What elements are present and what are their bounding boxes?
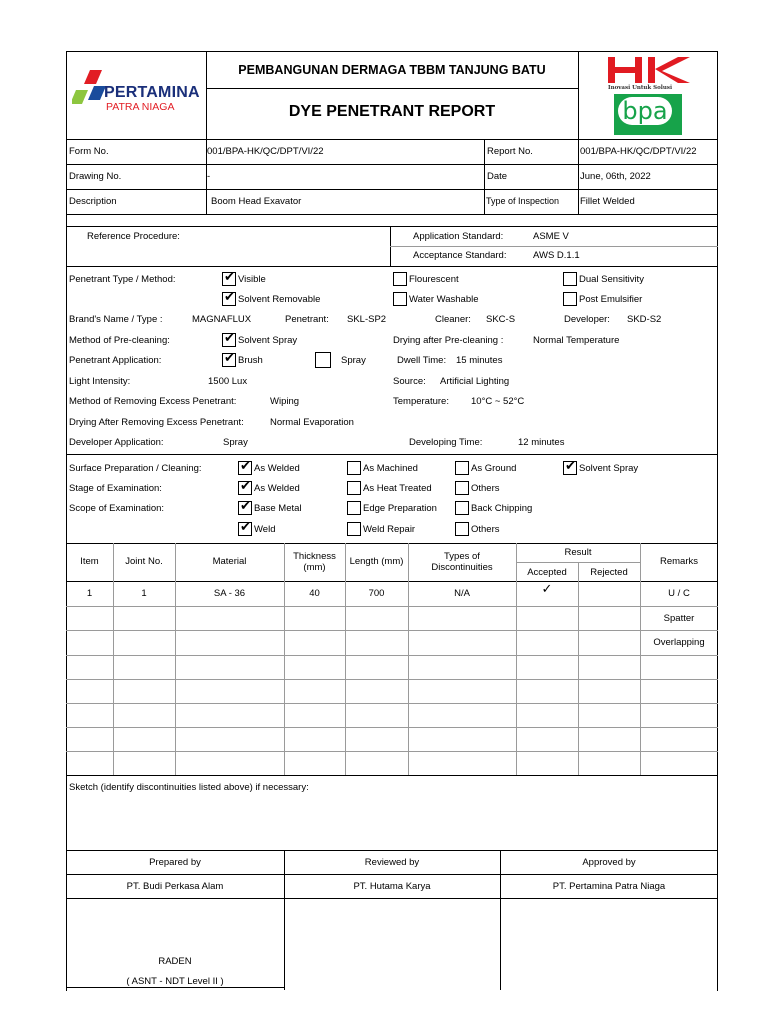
stage-others-checkbox[interactable] — [455, 481, 469, 495]
table-row-1-joint: 1 — [141, 588, 147, 599]
sketch-bottom-line — [66, 850, 718, 851]
cleaner-value: SKC-S — [486, 314, 516, 325]
type-inspection-label: Type of Inspection — [486, 196, 560, 206]
reference-procedure-label: Reference Procedure: — [87, 231, 180, 242]
table-row-2-remarks: Spatter — [663, 613, 695, 624]
prepared-level: ( ASNT - NDT Level II ) — [126, 976, 224, 987]
prepared-name: RADEN — [158, 956, 192, 967]
table-row-1-remarks: U / C — [668, 588, 690, 599]
dual-sensitivity-label: Dual Sensitivity — [579, 274, 644, 285]
spray-checkbox[interactable] — [315, 352, 331, 368]
description-label: Description — [69, 196, 117, 207]
weld-repair-checkbox[interactable] — [347, 522, 361, 536]
source-value: Artificial Lighting — [440, 376, 510, 387]
post-emulsifier-label: Post Emulsifier — [579, 294, 643, 305]
developing-time-value: 12 minutes — [518, 437, 565, 448]
table-bottom-line — [66, 775, 718, 776]
sig-col-1 — [284, 850, 285, 990]
report-title: DYE PENETRANT REPORT — [288, 103, 496, 120]
row-line-5 — [66, 703, 718, 704]
pertamina-logo — [72, 68, 204, 114]
table-col-rejected — [578, 562, 579, 775]
drawing-no-label: Drawing No. — [69, 171, 122, 182]
flourescent-label: Flourescent — [409, 274, 459, 285]
solvent-spray-precleaning-label: Solvent Spray — [238, 335, 298, 346]
table-row-1-item: 1 — [86, 588, 93, 599]
method-bottom-line — [66, 454, 718, 455]
drying-pre-label: Drying after Pre-cleaning : — [393, 335, 504, 346]
header-remarks: Remarks — [659, 556, 698, 567]
hk-tagline: Inovasi Untuk Solusi — [608, 85, 673, 91]
date-value: June, 06th, 2022 — [580, 171, 651, 182]
standards-mid-line — [390, 246, 718, 247]
source-label: Source: — [393, 376, 426, 387]
edge-preparation-label: Edge Preparation — [363, 503, 437, 514]
approved-by-label: Approved by — [582, 857, 636, 868]
table-col-types — [408, 543, 409, 775]
header-result: Result — [564, 547, 592, 558]
standards-top-line — [66, 226, 718, 227]
info-line-2 — [66, 189, 718, 190]
as-machined-checkbox[interactable] — [347, 461, 361, 475]
temperature-value: 10°C ~ 52°C — [471, 396, 525, 407]
header-divider-right — [578, 51, 579, 139]
developing-time-label: Developing Time: — [409, 437, 483, 448]
prepared-by-label: Prepared by — [149, 857, 201, 868]
dual-sensitivity-checkbox[interactable] — [563, 272, 577, 286]
info-line-3 — [66, 214, 718, 215]
scope-others-label: Others — [471, 524, 500, 535]
table-top-line — [66, 543, 718, 544]
table-row-1-material: SA - 36 — [213, 588, 246, 599]
application-standard-value: ASME V — [533, 231, 569, 242]
row-line-6 — [66, 727, 718, 728]
as-heat-treated-label: As Heat Treated — [363, 483, 432, 494]
row-line-1 — [66, 606, 718, 607]
post-emulsifier-checkbox[interactable] — [563, 292, 577, 306]
temperature-label: Temperature: — [393, 396, 449, 407]
table-row-1-length: 700 — [368, 588, 385, 599]
surface-solvent-spray-checkbox[interactable]: ✔ — [565, 459, 576, 474]
table-col-remarks — [640, 543, 641, 775]
solvent-removable-label: Solvent Removable — [238, 294, 321, 305]
penetrant-label: Penetrant: — [285, 314, 329, 325]
stage-others-label: Others — [471, 483, 500, 494]
weld-repair-label: Weld Repair — [363, 524, 416, 535]
header-material: Material — [212, 556, 247, 567]
stage-as-welded-label: As Welded — [254, 483, 300, 494]
as-ground-label: As Ground — [471, 463, 517, 474]
developer-application-value: Spray — [223, 437, 248, 448]
header-mid-line — [206, 88, 578, 89]
sig-line-2 — [66, 898, 718, 899]
form-no-value: 001/BPA-HK/QC/DPT/VI/22 — [207, 146, 324, 157]
scope-others-checkbox[interactable] — [455, 522, 469, 536]
header-length: Length (mm) — [349, 556, 404, 567]
bpa-logo-text: bpa — [618, 97, 672, 125]
acceptance-standard-label: Acceptance Standard: — [413, 250, 507, 261]
type-inspection-value: Fillet Welded — [580, 196, 635, 207]
penetrant-type-label: Penetrant Type / Method: — [69, 274, 176, 285]
brand-label: Brand's Name / Type : — [69, 314, 163, 325]
header-bottom-line — [66, 139, 718, 140]
flourescent-checkbox[interactable] — [393, 272, 407, 286]
prepared-company: PT. Budi Perkasa Alam — [126, 881, 224, 892]
scope-label: Scope of Examination: — [69, 503, 165, 514]
surface-as-welded-label: As Welded — [254, 463, 300, 474]
cleaner-label: Cleaner: — [435, 314, 471, 325]
surface-as-welded-checkbox[interactable]: ✔ — [240, 459, 251, 474]
pertamina-logo-text: PERTAMINA — [104, 84, 200, 101]
developer-label: Developer: — [564, 314, 610, 325]
sig-line-1 — [66, 874, 718, 875]
weld-checkbox[interactable]: ✔ — [240, 520, 251, 535]
table-col-length — [345, 543, 346, 775]
base-metal-checkbox[interactable]: ✔ — [240, 499, 251, 514]
header-types-l2: Discontinuities — [431, 562, 493, 573]
approved-company: PT. Pertamina Patra Niaga — [552, 881, 666, 892]
row-line-4 — [66, 679, 718, 680]
reviewed-by-label: Reviewed by — [364, 857, 420, 868]
back-chipping-label: Back Chipping — [471, 503, 533, 514]
water-washable-label: Water Washable — [409, 294, 479, 305]
stage-as-welded-checkbox[interactable]: ✔ — [240, 479, 251, 494]
solvent-removable-checkbox[interactable]: ✔ — [224, 290, 235, 305]
light-value: 1500 Lux — [208, 376, 248, 387]
patra-niaga-logo-text: PATRA NIAGA — [106, 101, 175, 113]
dwell-value: 15 minutes — [456, 355, 503, 366]
info-col-3 — [578, 139, 579, 214]
header-item: Item — [80, 556, 99, 567]
project-title: PEMBANGUNAN DERMAGA TBBM TANJUNG BATU — [238, 63, 546, 77]
header-rejected: Rejected — [590, 567, 628, 578]
table-col-material — [175, 543, 176, 775]
row-line-2 — [66, 630, 718, 631]
developer-value: SKD-S2 — [627, 314, 662, 325]
header-thickness-l2: (mm) — [303, 562, 326, 573]
table-col-thickness — [284, 543, 285, 775]
hk-bpa-logo — [604, 55, 694, 137]
penetrant-application-label: Penetrant Application: — [69, 355, 162, 366]
as-ground-checkbox[interactable] — [455, 461, 469, 475]
table-row-1-types: N/A — [454, 588, 470, 599]
precleaning-label: Method of Pre-cleaning: — [69, 335, 170, 346]
standards-bottom-line — [66, 266, 718, 267]
reviewed-company: PT. Hutama Karya — [353, 881, 431, 892]
solvent-spray-precleaning-checkbox[interactable]: ✔ — [224, 331, 235, 346]
header-thickness-l1: Thickness — [293, 551, 336, 562]
surface-label: Surface Preparation / Cleaning: — [69, 463, 202, 474]
drying-pre-value: Normal Temperature — [533, 335, 620, 346]
table-row-3-remarks: Overlapping — [653, 637, 705, 648]
info-col-2 — [484, 139, 485, 214]
brush-checkbox[interactable]: ✔ — [224, 351, 235, 366]
water-washable-checkbox[interactable] — [393, 292, 407, 306]
removing-label: Method of Removing Excess Penetrant: — [69, 396, 237, 407]
form-no-label: Form No. — [69, 146, 109, 157]
acceptance-standard-value: AWS D.1.1 — [533, 250, 580, 261]
application-standard-label: Application Standard: — [413, 231, 504, 242]
drawing-no-value: - — [207, 171, 211, 182]
header-joint: Joint No. — [125, 556, 163, 567]
table-header-bottom — [66, 581, 718, 582]
sig-col-2 — [500, 850, 501, 990]
hk-logo-icon — [606, 55, 692, 85]
description-value: Boom Head Exavator — [211, 196, 302, 207]
date-label: Date — [487, 171, 508, 182]
table-row-1-thickness: 40 — [309, 588, 320, 599]
drying-removing-label: Drying After Removing Excess Penetrant: — [69, 417, 244, 428]
as-machined-label: As Machined — [363, 463, 418, 474]
report-no-label: Report No. — [487, 146, 533, 157]
row-line-7 — [66, 751, 718, 752]
table-row-1-accepted-check: ✓ — [541, 582, 553, 597]
info-line-1 — [66, 164, 718, 165]
weld-label: Weld — [254, 524, 276, 535]
as-heat-treated-checkbox[interactable] — [347, 481, 361, 495]
sketch-label: Sketch (identify discontinuities listed above) if necessary: — [69, 782, 309, 793]
bpa-logo-box — [614, 94, 682, 135]
light-label: Light Intensity: — [69, 376, 131, 387]
removing-value: Wiping — [270, 396, 300, 407]
edge-preparation-checkbox[interactable] — [347, 501, 361, 515]
brush-label: Brush — [238, 355, 263, 366]
header-accepted: Accepted — [527, 567, 567, 578]
dwell-label: Dwell Time: — [397, 355, 447, 366]
table-col-joint — [113, 543, 114, 775]
spray-label: Spray — [341, 355, 366, 366]
header-types-l1: Types of — [444, 551, 480, 562]
row-line-3 — [66, 655, 718, 656]
report-no-value: 001/BPA-HK/QC/DPT/VI/22 — [580, 146, 697, 157]
brand-value: MAGNAFLUX — [192, 314, 252, 325]
penetrant-value: SKL-SP2 — [347, 314, 387, 325]
base-metal-label: Base Metal — [254, 503, 302, 514]
developer-application-label: Developer Application: — [69, 437, 164, 448]
drying-removing-value: Normal Evaporation — [270, 417, 354, 428]
surface-solvent-spray-label: Solvent Spray — [579, 463, 639, 474]
visible-checkbox[interactable]: ✔ — [224, 270, 235, 285]
back-chipping-checkbox[interactable] — [455, 501, 469, 515]
stage-label: Stage of Examination: — [69, 483, 162, 494]
visible-label: Visible — [238, 274, 266, 285]
